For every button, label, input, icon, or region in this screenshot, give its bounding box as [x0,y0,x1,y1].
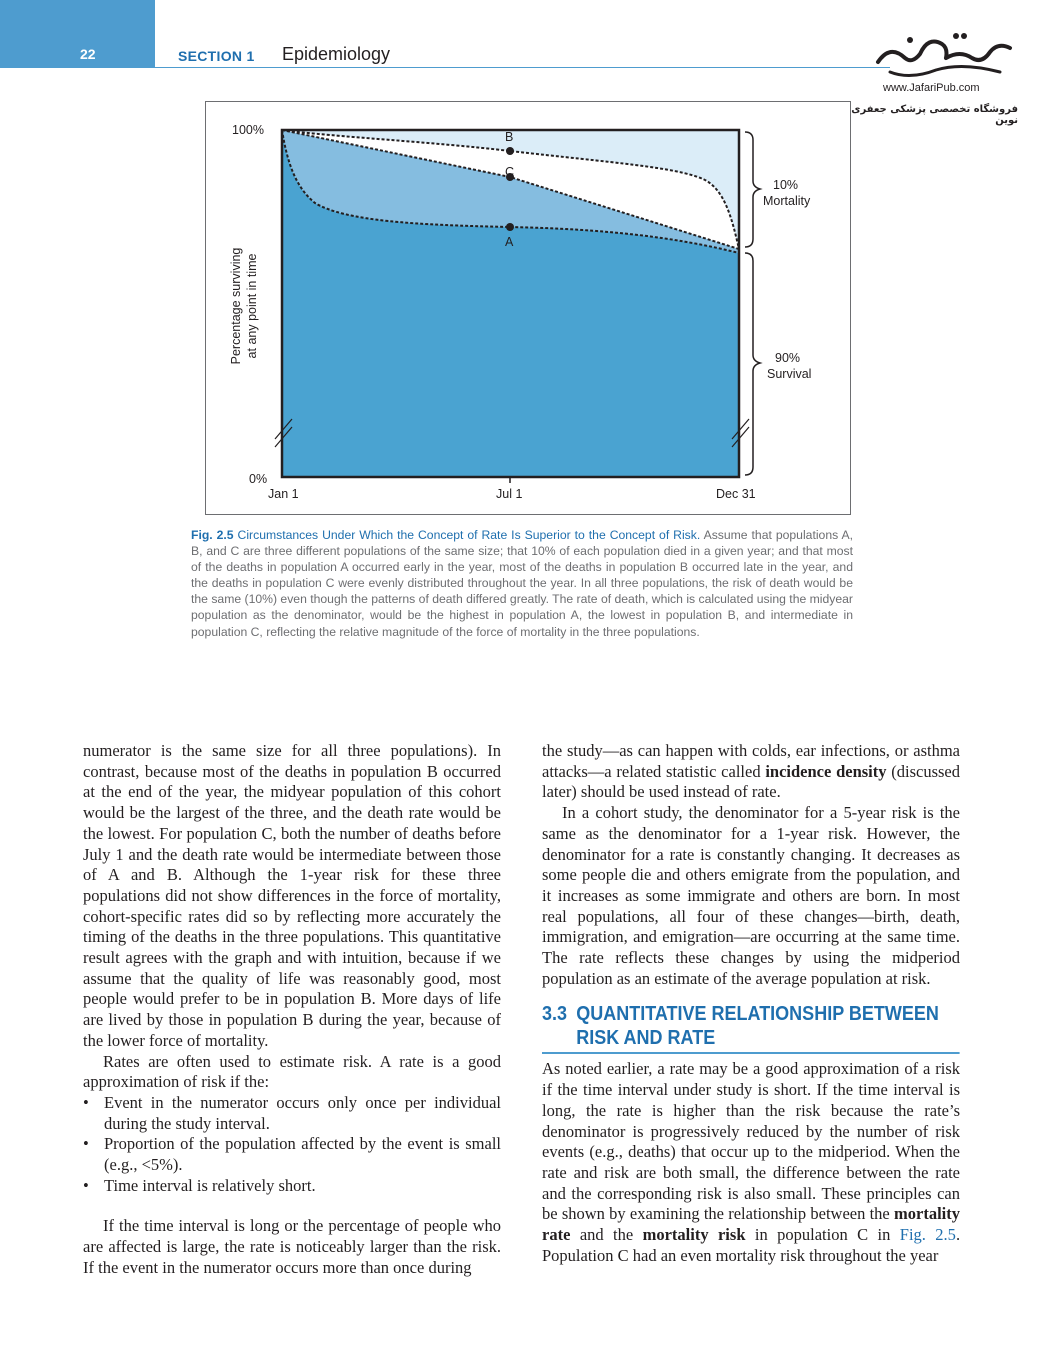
list-item: • Event in the numerator occurs only once per individual during the study interval. [83,1092,501,1133]
bracket-mortality [745,132,760,247]
term-incidence-density: incidence density [765,761,887,781]
point-a [506,223,514,231]
section-label: SECTION 1 [178,48,255,64]
paragraph: the study—as can happen with colds, ear infections, or asthma attacks—a related statistic called incidence density (discussed later) should be used instead of rate. [542,741,960,802]
caption-title: Circumstances Under Which the Concept of Rate Is Superior to the Concept of Risk. [237,528,701,542]
point-label-a: A [505,235,514,249]
point-b [506,147,514,155]
paragraph: Rates are often used to estimate risk. A rate is a good approximation of risk if the: [83,1051,501,1092]
bracket-top-label: Mortality [763,194,811,208]
term-mortality-risk: mortality risk [642,1225,746,1245]
heading-line: QUANTITATIVE RELATIONSHIP BETWEEN [576,1003,939,1026]
bracket-bottom-label: Survival [767,367,812,381]
x-tick-label: Jul 1 [496,487,523,501]
page-tab [0,0,155,68]
right-column [542,741,960,1266]
bullet-list [83,1093,501,1197]
caption-label: Fig. 2.5 [191,528,234,542]
bracket-survival [745,253,760,475]
x-tick-label: Dec 31 [716,487,756,501]
bracket-top-label: 10% [773,178,799,192]
y-bottom-label: 0% [249,472,268,486]
logo-tagline: فروشگاه تخصصی پزشکی جعفری نوین [851,104,1018,126]
page-number: 22 [80,46,96,62]
paragraph: If the time interval is long or the percentage of people who are affected is large, the rate is noticeably larger than the risk. If the event in the numerator occurs more than once during [83,1216,501,1277]
left-column [83,741,501,1279]
bullet-icon: • [83,1092,89,1112]
figure-reference-link[interactable]: Fig. 2.5 [899,1225,956,1245]
list-item: • Time interval is relatively short. [83,1175,316,1195]
term-mortality-rate: mortality rate [542,1204,961,1245]
list-item: • Proportion of the population affected by the event is small (e.g., <5%). [83,1134,501,1175]
logo-url: www.JafariPub.com [883,82,980,94]
bracket-bottom-label: 90% [775,351,801,365]
survival-figure [205,101,851,515]
y-axis-label: Percentage surviving [229,247,243,365]
point-label-b: B [505,130,514,144]
y-top-label: 100% [232,123,264,137]
heading-line: RISK AND RATE [576,1027,716,1050]
point-label-c: C [505,165,515,179]
bullet-icon: • [83,1134,89,1154]
section-title: Epidemiology [282,44,391,64]
header-rule [155,67,890,68]
bullet-icon: • [83,1175,89,1195]
paragraph: numerator is the same size for all three populations). In contrast, because most of the deaths in population B occurred at the end of the year, the midyear population of this cohort would be the largest of the three, and the death rate would be the lowest. For population C, both the number of deaths before July 1 and the death rate would be intermediate between those of A and B. Although the 1-year risk for these three populations did not show differences in the force of mortality, cohort-specific rates did so by reflecting more accurately the timing of the deaths in the three populations. This quantitative result agrees with the graph and with intuition, because if we assume that the quality of life was reasonably good, most people would prefer to be in population B. More days of life are lived by those in population B during the year, because of the lower force of mortality. [83,741,501,1050]
caption-body: Assume that populations A, B, and C are three different populations of the same size; that 10% of each population died in a given year; and that most of the deaths in population A occurred early in the year, most of the deaths in population B occurred late in the year, and the deaths in population C were evenly distributed throughout the year. In all three populations, the risk of death would be the same (10%) even though the patterns of death differed greatly. The rate of death, which is calculated using the midyear population as the denominator, would be the highest in population A, the lowest in population B, and intermediate in population C, reflecting the relative magnitude of the force of mortality in the three populations. [191,528,853,639]
y-axis-label: at any point in time [245,253,259,359]
section-heading [542,1002,960,1054]
paragraph: As noted earlier, a rate may be a good approximation of a risk if the time interval under study is short. If the time interval is long, the rate is higher than the risk because the rate’s denominator is progressively reduced by the number of risk events (e.g., deaths) that occur up to the midperiod. When the rate and risk are both small, the difference between the rate and the corresponding risk is also small. These principles can be shown by examining the relationship between the mortality rate and the mortality risk in population C in Fig. 2.5. Population C had an even mortality risk throughout the year [542,1059,961,1265]
figure-caption [191,527,853,640]
heading-number: 3.3 [542,1003,568,1026]
x-tick-label: Jan 1 [268,487,299,501]
paragraph: In a cohort study, the denominator for a 5-year risk is the same as the denominator for a 1-year risk. However, the denominator for a rate is constantly changing. It decreases as some people die and others emigrate from the population, and it increases as some immigrate and others are born. In most real populations, all four of these changes—birth, death, immigration, and emigration—are occurring at the same time. The rate reflects these changes by using the midperiod population as an estimate of the average population at risk. [542,803,960,988]
